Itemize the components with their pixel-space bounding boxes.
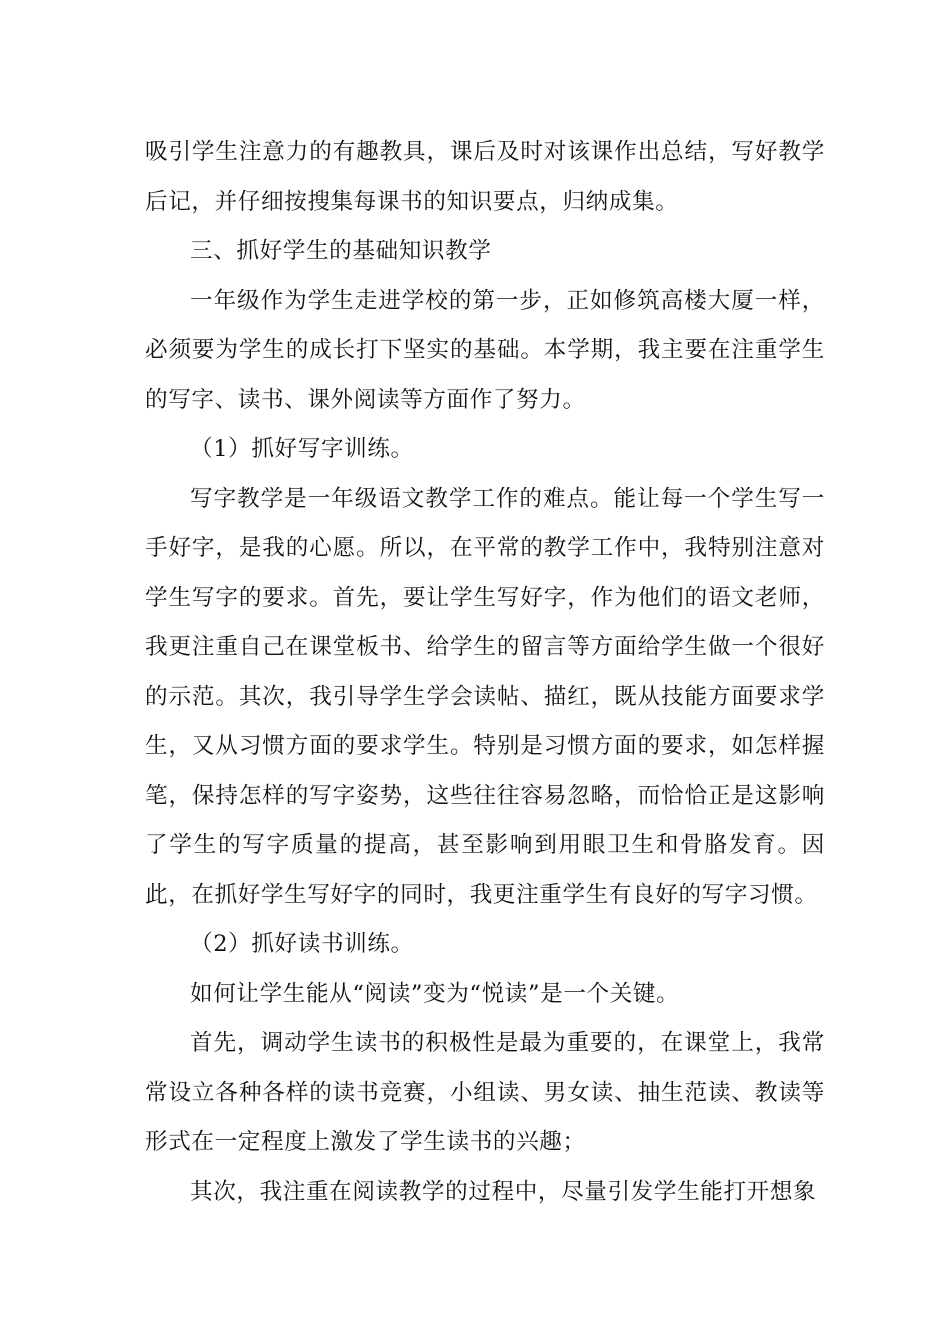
subheading-reading: （2）抓好读书训练。 — [190, 931, 414, 957]
paragraph-reading-second: 其次，我注重在阅读教学的过程中，尽量引发学生能打开想象 — [190, 1178, 817, 1205]
subheading-writing: （1）抓好写字训练。 — [190, 436, 414, 462]
document-body — [145, 128, 825, 1217]
paragraph-reading-key: 如何让学生能从“阅读”变为“悦读”是一个关键。 — [190, 980, 680, 1007]
paragraph-continuation: 吸引学生注意力的有趣教具，课后及时对该课作出总结，写好教学后记，并仔细按搜集每课书的知识要点，归纳成集。 — [145, 139, 825, 215]
paragraph-intro: 一年级作为学生走进学校的第一步，正如修筑高楼大厦一样，必须要为学生的成长打下坚实的基础。本学期，我主要在注重学生的写字、读书、课外阅读等方面作了努力。 — [145, 287, 825, 413]
paragraph-reading-first: 首先，调动学生读书的积极性是最为重要的，在课堂上，我常常设立各种各样的读书竞赛，小组读、男女读、抽生范读、教读等形式在一定程度上激发了学生读书的兴趣； — [145, 1030, 825, 1155]
paragraph-writing: 写字教学是一年级语文教学工作的难点。能让每一个学生写一手好字，是我的心愿。所以，在平常的教学工作中，我特别注意对学生写字的要求。首先，要让学生写好字，作为他们的语文老师，我更注重自己在课堂板书、给学生的留言等方面给学生做一个很好的示范。其次，我引导学生学会读帖、描红，既从技能方面要求学生，又从习惯方面的要求学生。特别是习惯方面的要求，如怎样握笔，保持怎样的写字姿势，这些往往容易忽略，而恰恰正是这影响了学生的写字质量的提高，甚至影响到用眼卫生和骨胳发育。因此，在抓好学生写好字的同时，我更注重学生有良好的写字习惯。 — [145, 485, 825, 908]
section-heading: 三、抓好学生的基础知识教学 — [190, 238, 492, 264]
